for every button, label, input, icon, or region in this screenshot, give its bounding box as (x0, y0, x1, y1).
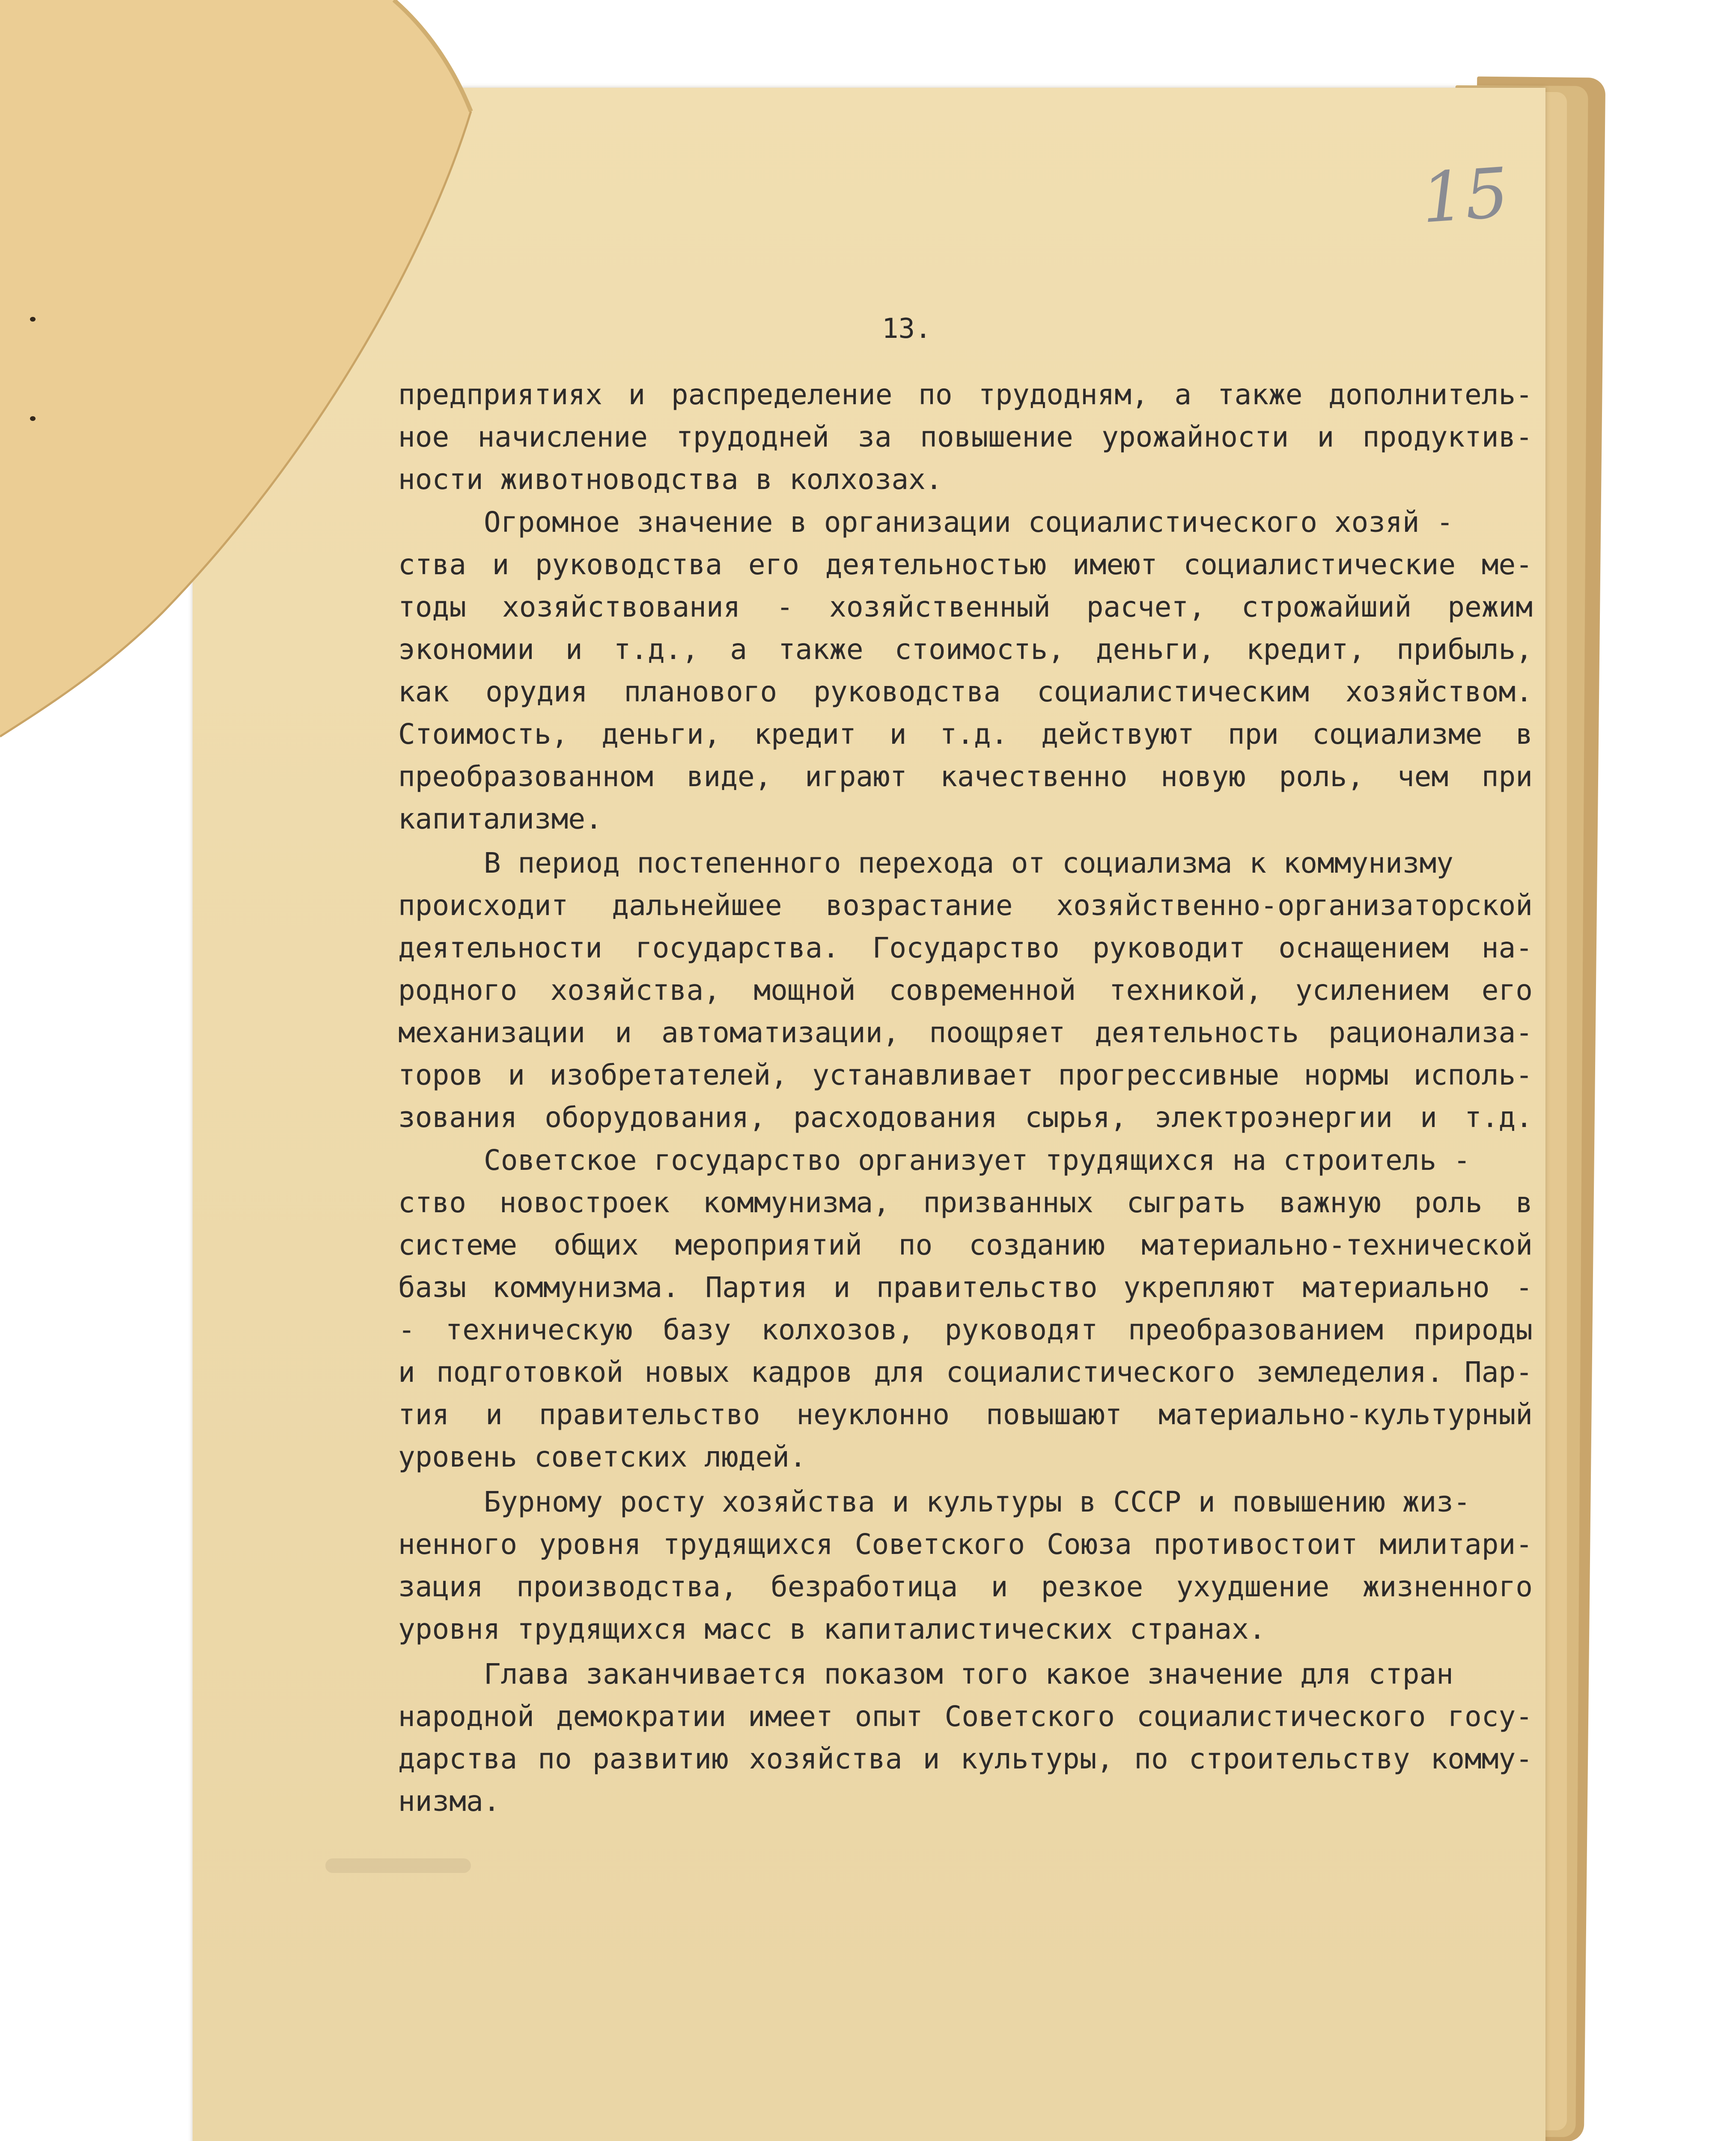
text-line: низма. (398, 1785, 500, 1818)
text-line: тоды хозяйствования - хозяйственный расчет, строжайший режим (398, 590, 1533, 623)
text-line: ненного уровня трудящихся Советского Союза противостоит милитари- (398, 1528, 1533, 1561)
text-line: предприятиях и распределение по трудодням, а также дополнитель- (398, 378, 1533, 411)
text-line: ства и руководства его деятельностью имеют социалистические ме- (398, 548, 1533, 581)
text-line: деятельности государства. Государство руководит оснащением на- (398, 931, 1533, 964)
text-line: В период постепенного перехода от социализма к коммунизму (484, 847, 1453, 880)
text-line: как орудия планового руководства социалистическим хозяйством. (398, 675, 1533, 708)
text-line: системе общих мероприятий по созданию материально-технической (398, 1229, 1533, 1261)
text-line: механизации и автоматизации, поощряет деятельность рационализа- (398, 1016, 1533, 1049)
text-line: Огромное значение в организации социалистического хозяй - (484, 506, 1453, 539)
binding-hole (30, 317, 36, 322)
text-line: ство новостроек коммунизма, призванных сыграть важную роль в (398, 1186, 1533, 1219)
text-line: ное начисление трудодней за повышение урожайности и продуктив- (398, 420, 1533, 453)
text-line: зования оборудования, расходования сырья, электроэнергии и т.д. (398, 1101, 1533, 1134)
text-line: Советское государство организует трудящихся на строитель - (484, 1144, 1471, 1177)
text-line: - техническую базу колхозов, руководят преобразованием природы (398, 1313, 1533, 1346)
text-line: экономии и т.д., а также стоимость, деньги, кредит, прибыль, (398, 633, 1533, 666)
text-line: преобразованном виде, играют качественно новую роль, чем при (398, 760, 1533, 793)
text-line: уровня трудящихся масс в капиталистических странах. (398, 1613, 1266, 1646)
text-line: Глава заканчивается показом того какое значение для стран (484, 1658, 1453, 1691)
text-line: дарства по развитию хозяйства и культуры, по строительству комму- (398, 1742, 1533, 1775)
text-line: и подготовкой новых кадров для социалистического земледелия. Пар- (398, 1356, 1533, 1389)
text-line: уровень советских людей. (398, 1440, 807, 1473)
text-line: базы коммунизма. Партия и правительство укрепляют материально - (398, 1271, 1533, 1304)
text-line: Стоимость, деньги, кредит и т.д. действуют при социализме в (398, 718, 1533, 751)
text-line: ности животноводства в колхозах. (398, 463, 943, 496)
text-line: зация производства, безработица и резкое ухудшение жизненного (398, 1570, 1533, 1603)
page-number: 13. (882, 313, 932, 345)
text-line: происходит дальнейшее возрастание хозяйственно-организаторской (398, 889, 1533, 922)
text-line: Бурному росту хозяйства и культуры в СССР и повышению жиз- (484, 1485, 1471, 1518)
text-line: тия и правительство неуклонно повышают материально-культурный (398, 1398, 1533, 1431)
text-line: торов и изобретателей, устанавливает прогрессивные нормы исполь- (398, 1059, 1533, 1091)
ink-smudge (325, 1858, 471, 1873)
binding-hole (30, 416, 36, 421)
text-line: народной демократии имеет опыт Советского социалистического госу- (398, 1700, 1533, 1733)
text-line: капитализме. (398, 802, 602, 835)
archive-sheet-number: 15 (1418, 152, 1511, 239)
text-line: родного хозяйства, мощной современной техникой, усилением его (398, 974, 1533, 1007)
